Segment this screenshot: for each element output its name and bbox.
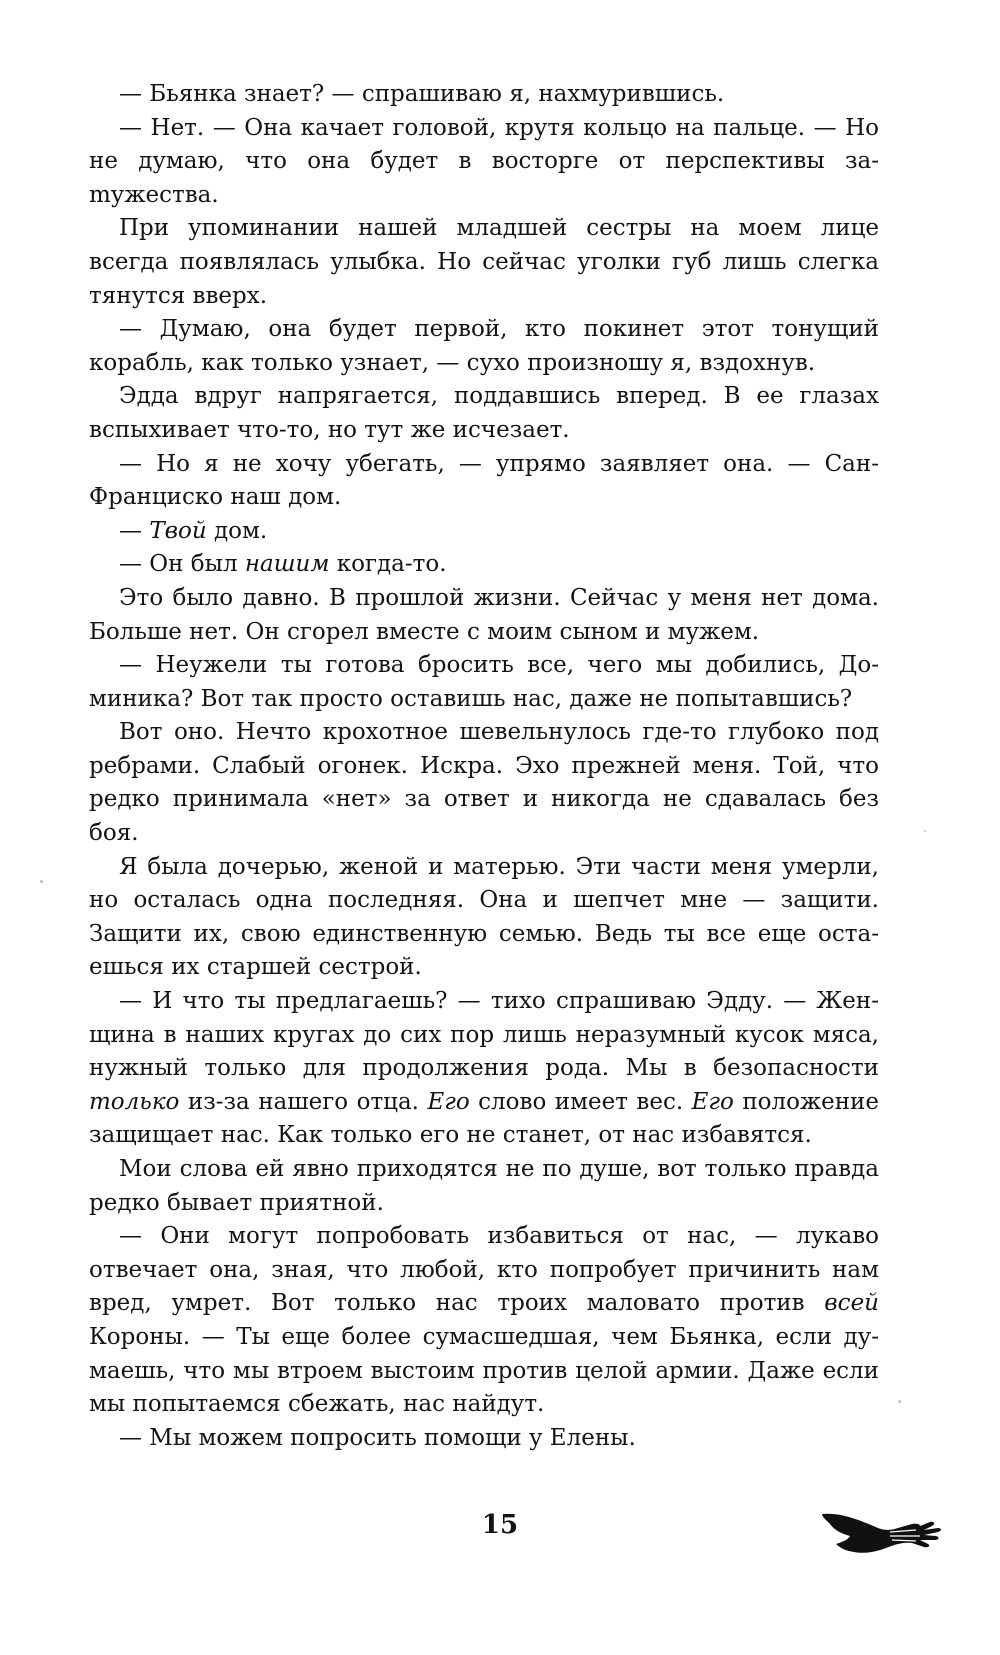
text-run: — (119, 517, 150, 544)
text-run: Эдда вдруг напрягается, поддавшись вперед. В ее глазах вспыхивает что-то, но тут же исчезает. (89, 383, 879, 443)
paragraph (89, 112, 879, 213)
paragraph (89, 515, 879, 549)
italic-text: только (89, 1088, 180, 1115)
paragraph (89, 313, 879, 380)
text-run: — Бьянка знает? — спрашиваю я, нахмурившись. (119, 81, 725, 107)
paper-speck (40, 880, 43, 883)
text-run: При упоминании нашей младшей сестры на моем лице всегда появлялась улыбка. Но сейчас уголки губ лишь слегка тянутся вверх. (89, 215, 879, 309)
text-run: — Нет. — Она качает головой, крутя кольцо на пальце. — Но не думаю, что она будет в восторге от перспективы заmужества. (89, 114, 879, 208)
paragraph (89, 1153, 879, 1220)
text-run: — Но я не хочу убегать, — упрямо заявляет она. — Сан-Франциско наш дом. (89, 450, 879, 511)
text-run: Короны. — Ты еще более сумасшедшая, чем Бьянка, если думаешь, что мы втроем выстоим против целой армии. Даже если мы попытаемся сбежать, нас найдут. (89, 1323, 879, 1418)
paper-speck (898, 1400, 901, 1403)
text-run: — Он был (119, 551, 245, 578)
hand-ornament-icon (820, 1508, 960, 1558)
paragraph (89, 851, 879, 985)
paragraph (89, 212, 879, 313)
text-run: дом. (206, 517, 268, 544)
italic-text: всей (824, 1290, 879, 1317)
italic-text: Твой (149, 517, 207, 544)
text-run: Мои слова ей явно приходятся не по душе, вот только правда редко бывает приятной. (89, 1156, 879, 1216)
text-run: слово имеет вес. (469, 1088, 692, 1115)
paragraph (89, 1422, 879, 1456)
body-text (89, 78, 879, 1455)
paragraph (89, 78, 879, 112)
paper-speck (924, 830, 926, 832)
text-run: из-за нашего отца. (179, 1088, 428, 1115)
text-run: — Думаю, она будет первой, кто покинет этот тонущий корабль, как только узнает, — сухо произношу я, вздохнув. (89, 316, 879, 376)
text-run: — Неужели ты готова бросить все, чего мы добились, Доминика? Вот так просто оставишь нас, даже не попытавшись? (89, 652, 879, 712)
text-run: когда-то. (329, 551, 447, 578)
italic-text: нашим (244, 551, 330, 578)
text-run: Это было давно. В прошлой жизни. Сейчас у меня нет дома. Больше нет. Он сгорел вместе с моим сыном и мужем. (89, 584, 879, 645)
text-run: — И что ты предлагаешь? — тихо спрашиваю Эдду. — Женщина в наших кругах до сих пор лишь неразумный кусок мяса, нужный только для продолжения рода. Мы в безопасности (89, 988, 879, 1082)
text-run: Я была дочерью, женой и матерью. Эти части меня умерли, но осталась одна последняя. Она и шепчет мне — защити. Защити их, свою единственную семью. Ведь ты все еще остаешься их старшей сестрой. (89, 853, 879, 981)
page-number: 15 (481, 1510, 519, 1540)
paragraph (89, 649, 879, 716)
paragraph (89, 582, 879, 649)
paragraph (89, 380, 879, 447)
paragraph (89, 448, 879, 515)
paragraph (89, 716, 879, 850)
italic-text: Его (427, 1088, 470, 1115)
italic-text: Его (691, 1088, 734, 1115)
text-run: Вот оно. Нечто крохотное шевельнулось где-то глубоко под ребрами. Слабый огонек. Искра. Эхо прежней меня. Той, что редко принимала «нет» за ответ и никогда не сдавалась без боя. (89, 719, 879, 847)
paragraph (89, 548, 879, 582)
text-run: — Мы можем попросить помощи у Елены. (119, 1424, 636, 1451)
text-run: — Они могут попробовать избавиться от нас, — лукаво отвечает она, зная, что любой, кто попробует причинить нам вред, умрет. Вот только нас троих маловато против (89, 1223, 879, 1317)
paragraph (89, 985, 879, 1153)
paragraph (89, 1220, 879, 1422)
text-run: положение защищает нас. Как только его не станет, от нас избавятся. (89, 1088, 879, 1149)
